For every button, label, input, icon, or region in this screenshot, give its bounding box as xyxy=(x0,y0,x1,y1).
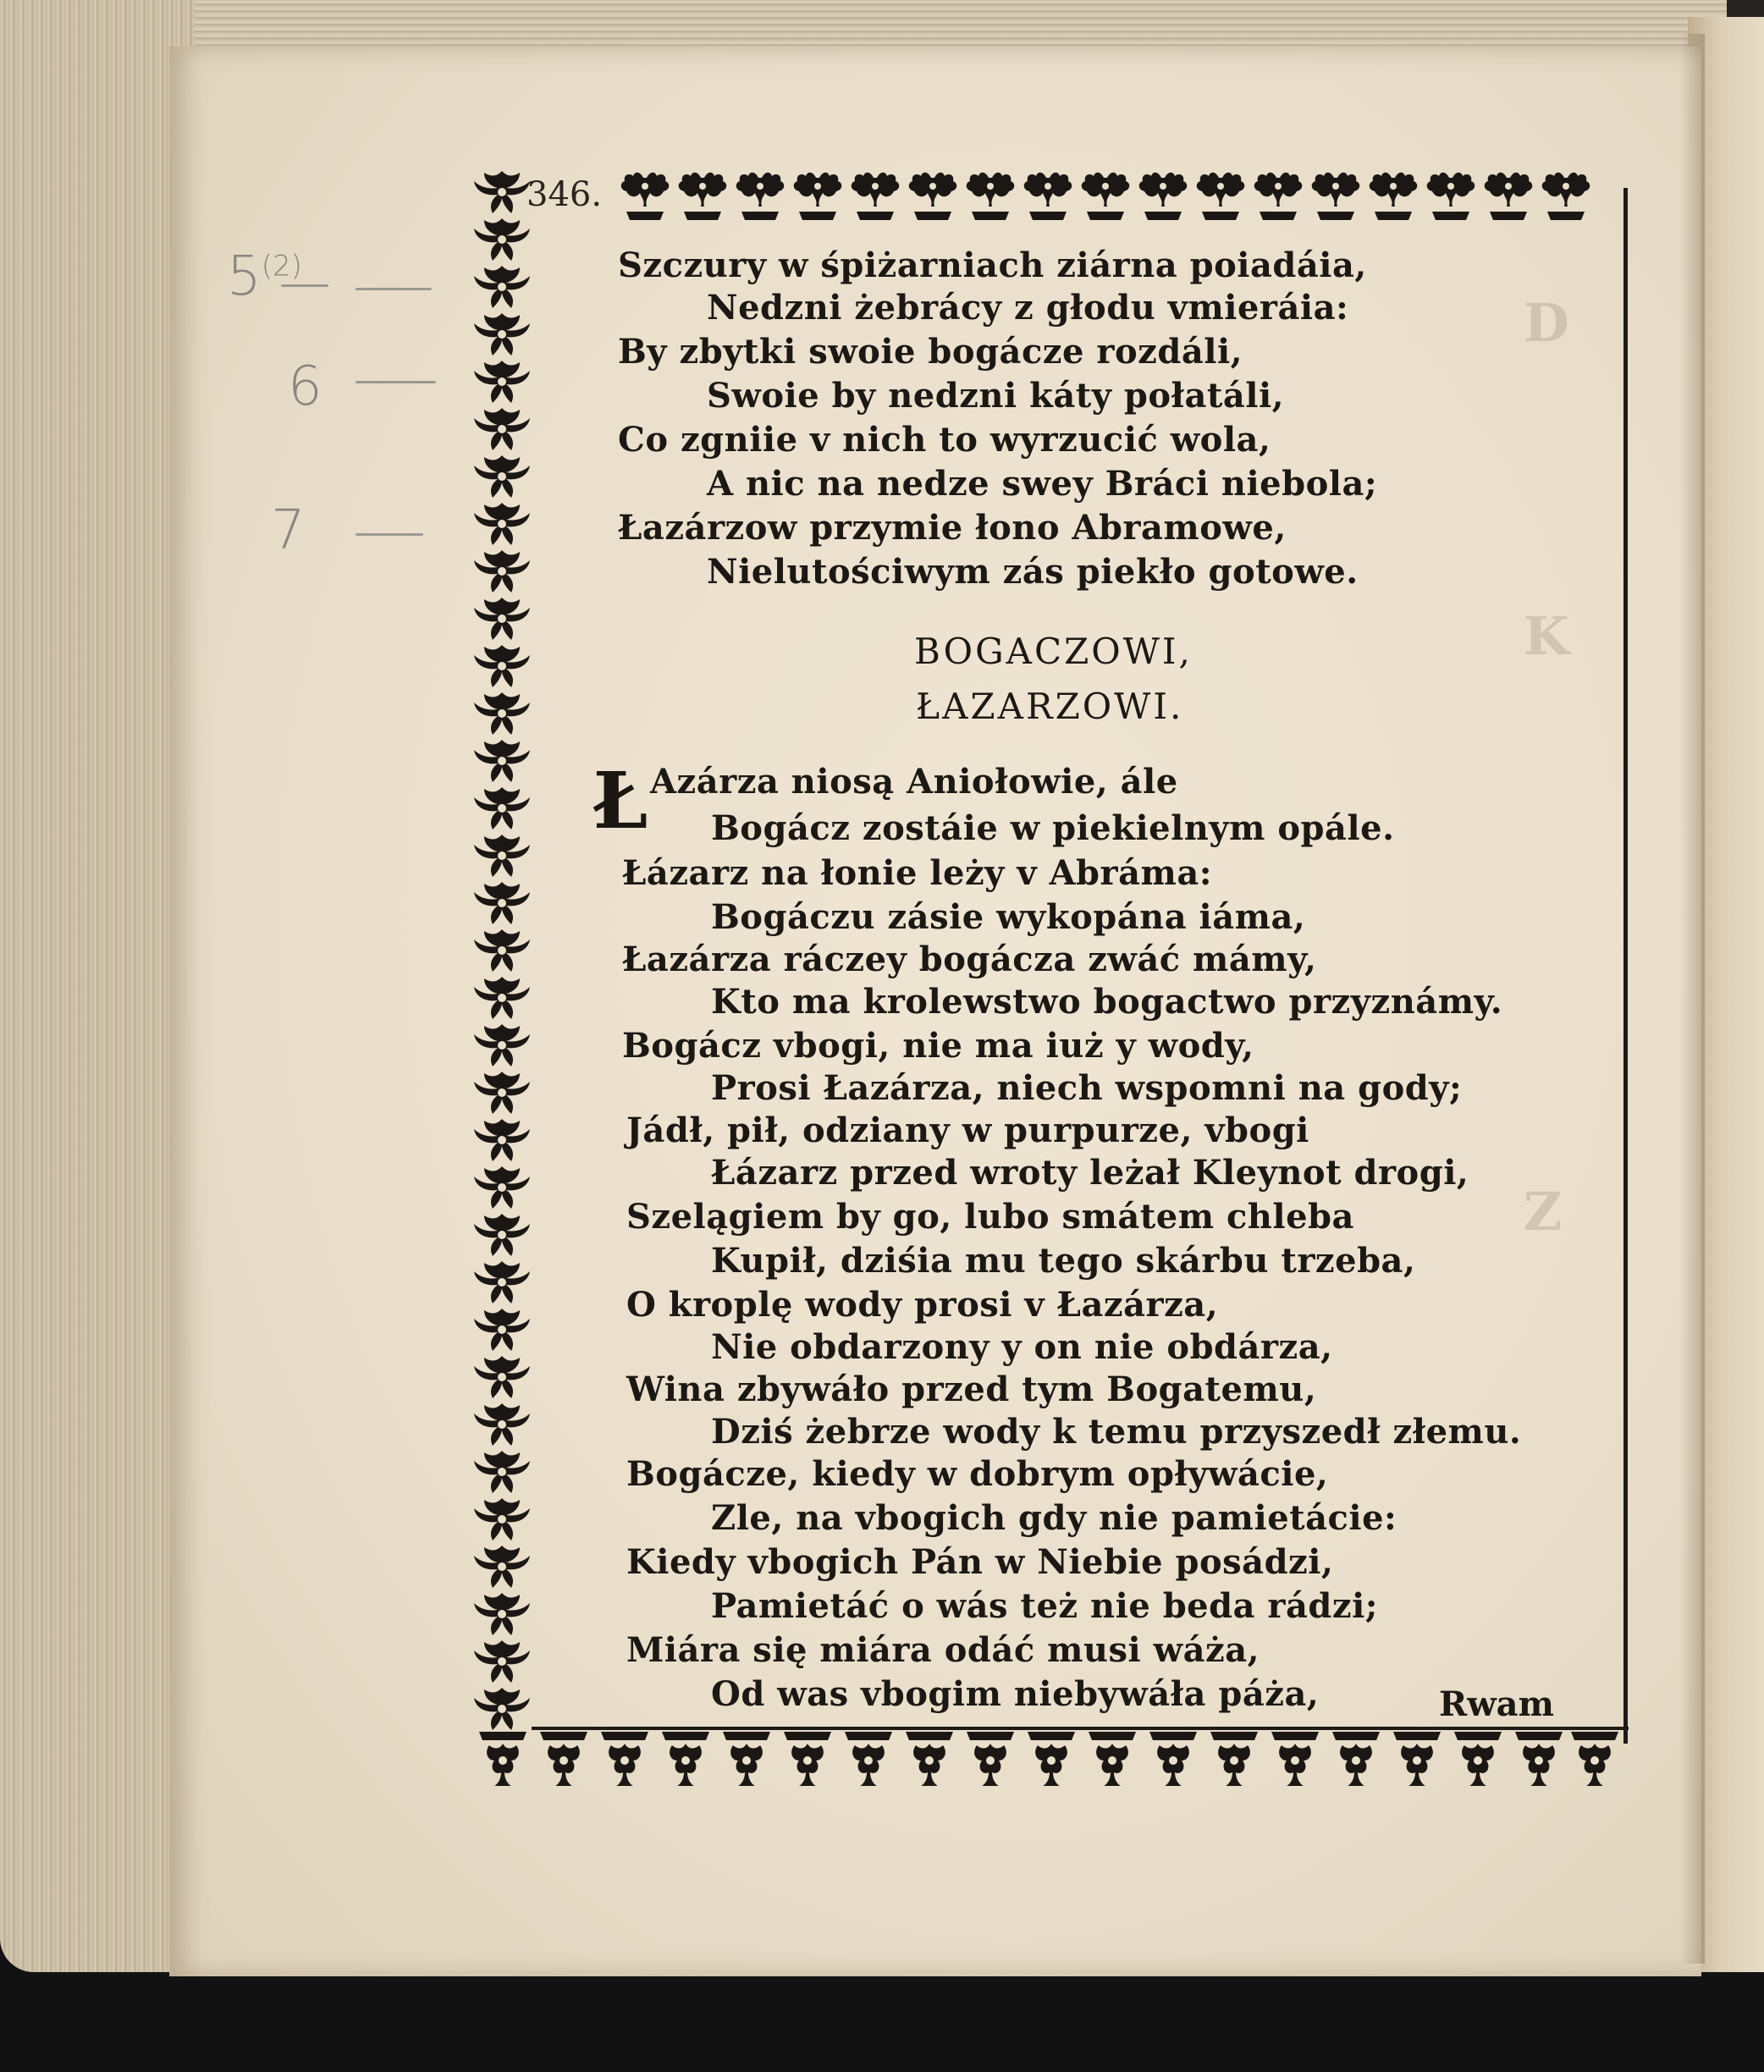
bleed-through-text: Z xyxy=(1524,1181,1563,1243)
pencil-dash xyxy=(356,288,432,290)
pencil-note: 7 xyxy=(271,499,306,562)
pencil-dash xyxy=(356,381,436,383)
verse-line: By zbytki swoie bogácze rozdáli, xyxy=(618,332,1243,372)
catchword: Rwam xyxy=(1439,1684,1554,1724)
ornament-border-bottom xyxy=(474,1727,1625,1803)
verse-line: Kupił, dziśia mu tego skárbu trzeba, xyxy=(711,1241,1416,1281)
section-heading: ŁAZARZOWI. xyxy=(916,686,1184,727)
verse-line: Co zgniie v nich to wyrzucić wola, xyxy=(618,420,1271,460)
verse-line: Kiedy vbogich Pán w Niebie posádzi, xyxy=(626,1542,1334,1582)
bleed-through-text: K xyxy=(1524,605,1569,667)
bleed-through-text: D xyxy=(1524,292,1569,354)
frame-rule-bottom xyxy=(532,1727,1629,1730)
pencil-fraction-line xyxy=(281,284,328,287)
verse-line: Bogáczu zásie wykopána iáma, xyxy=(711,897,1306,937)
verse-line: Bogácz zostáie w piekielnym opále. xyxy=(711,808,1395,848)
ornament-border-top xyxy=(618,169,1600,229)
frame-rule-right xyxy=(1623,188,1628,1744)
verse-line: O kroplę wody prosi v Łazárza, xyxy=(626,1285,1219,1325)
verse-line: Jádł, pił, odziany w purpurze, vbogi xyxy=(626,1110,1309,1150)
verse-line: Dziś żebrze wody k temu przyszedł złemu. xyxy=(711,1412,1522,1452)
verse-line: Zle, na vbogich gdy nie pamietácie: xyxy=(711,1498,1397,1538)
verse-line: Nielutościwym zás piekło gotowe. xyxy=(707,552,1359,592)
verse-line: Szczury w śpiżarniach ziárna poiadáia, xyxy=(618,245,1367,285)
pencil-dash xyxy=(356,533,423,536)
pencil-note: 6 xyxy=(288,355,322,418)
drop-cap: Ł xyxy=(593,755,648,846)
verse-line: Bogácze, kiedy w dobrym opływácie, xyxy=(626,1454,1329,1494)
verse-line: Od was vbogim niebywáła páża, xyxy=(711,1674,1320,1714)
verse-line: Łazárza ráczey bogácza zwáć mámy, xyxy=(622,940,1317,979)
page-edges-left xyxy=(0,0,195,1972)
verse-line: Łázarz na łonie leży v Abráma: xyxy=(622,853,1213,893)
verse-line: Nedzni żebrácy z głodu vmieráia: xyxy=(707,288,1349,328)
pencil-note-superscript: (2) xyxy=(261,249,302,284)
pencil-note: 5$^{(2)}$ xyxy=(227,245,302,308)
verse-line: Pamietáć o wás też nie beda rádzi; xyxy=(711,1586,1379,1626)
section-heading: BOGACZOWI, xyxy=(914,631,1193,672)
verse-line: A nic na nedze swey Bráci niebola; xyxy=(707,464,1378,504)
verse-line: Nie obdarzony y on nie obdárza, xyxy=(711,1327,1333,1367)
page-number: 346. xyxy=(526,175,603,214)
verse-line: Azárza niosą Aniołowie, ále xyxy=(650,762,1178,802)
verse-line: Prosi Łazárza, niech wspomni na gody; xyxy=(711,1068,1463,1108)
verse-line: Bogácz vbogi, nie ma iuż y wody, xyxy=(622,1026,1254,1066)
verse-line: Szelągiem by go, lubo smátem chleba xyxy=(626,1197,1354,1237)
verse-line: Miára się miára odáć musi wáża, xyxy=(626,1630,1260,1670)
ornament-border-left xyxy=(472,169,532,1752)
verse-line: Łazárzow przymie łono Abramowe, xyxy=(618,508,1287,548)
gutter-shadow xyxy=(1679,34,1705,1964)
verse-line: Wina zbywáło przed tym Bogatemu, xyxy=(626,1369,1317,1409)
verse-line: Swoie by nedzni káty połatáli, xyxy=(707,376,1285,416)
verse-line: Łázarz przed wroty leżał Kleynot drogi, xyxy=(711,1153,1469,1193)
verse-line: Kto ma krolewstwo bogactwo przyznámy. xyxy=(711,982,1503,1022)
